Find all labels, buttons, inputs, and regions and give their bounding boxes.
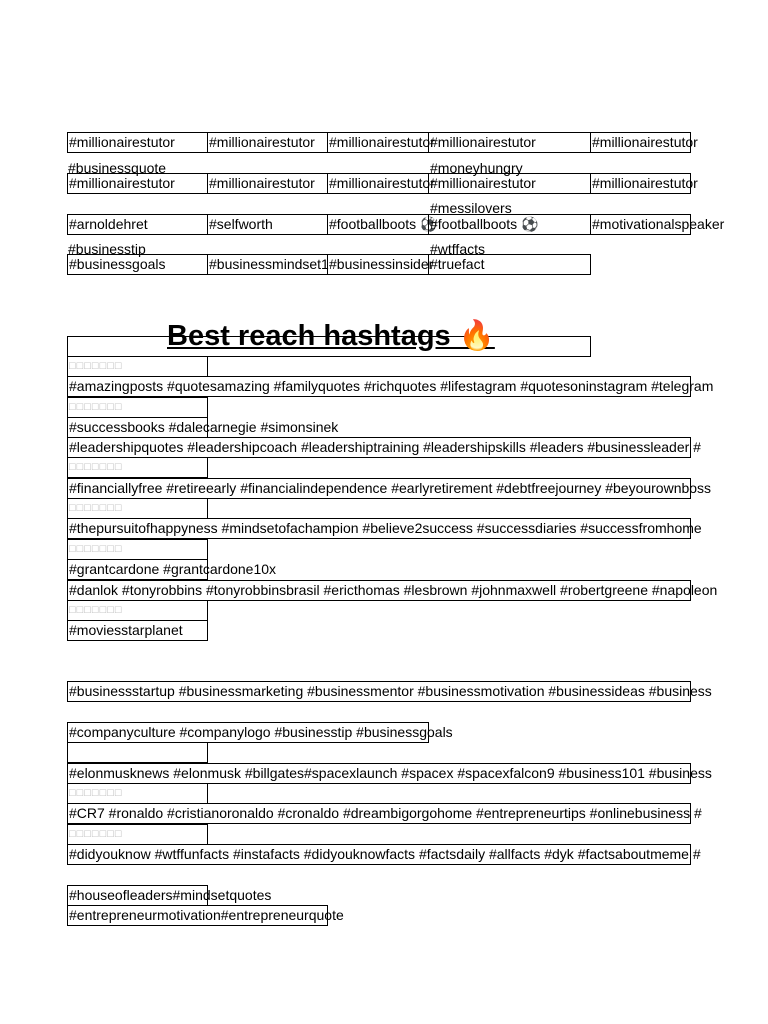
table-cell: #millionairestutor <box>207 173 328 194</box>
hashtag-row: #leadershipquotes #leadershipcoach #leadershiptraining #leadershipskills #leaders #businessleader # <box>67 437 691 458</box>
table-cell: #motivationalspeaker <box>590 214 691 235</box>
table-cell: #millionairestutor <box>67 132 208 153</box>
table-cell: #businessinsider <box>327 254 429 275</box>
overflow-text: #moneyhungry <box>430 160 523 176</box>
table-cell: #millionairestutor <box>428 173 591 194</box>
table-cell: #millionairestutor <box>590 132 691 153</box>
hashtag-row: #houseofleaders#mindsetquotes <box>67 885 208 906</box>
hashtag-row: #danlok #tonyrobbins #tonyrobbinsbrasil #ericthomas #lesbrown #johnmaxwell #robertgreene #napoleon <box>67 580 691 601</box>
placeholder-row: □□□□□□□ <box>67 356 208 377</box>
table-cell: #footballboots ⚽ <box>428 214 591 235</box>
overflow-text: #businesstip <box>68 241 146 257</box>
table-cell: #millionairestutor <box>327 173 429 194</box>
page-title: Best reach hashtags 🔥 <box>167 320 495 352</box>
placeholder-row: □□□□□□□ <box>67 824 208 845</box>
table-cell: #businessmindset1 <box>207 254 328 275</box>
hashtag-row: #amazingposts #quotesamazing #familyquotes #richquotes #lifestagram #quotesoninstagram #telegram <box>67 376 691 397</box>
table-cell: #selfworth <box>207 214 328 235</box>
hashtag-row: #successbooks #dalecarnegie #simonsinek <box>67 417 208 438</box>
hashtag-row: #financiallyfree #retireearly #financialindependence #earlyretirement #debtfreejourney #beyourownboss <box>67 478 691 499</box>
overflow-text: #messilovers <box>430 200 512 216</box>
table-cell: #millionairestutor <box>67 173 208 194</box>
hashtag-row: #thepursuitofhappyness #mindsetofachampion #believe2success #successdiaries #successfromhome <box>67 518 691 539</box>
overflow-text: #wtffacts <box>430 241 485 257</box>
placeholder-row: □□□□□□□ <box>67 783 208 804</box>
table-cell: #millionairestutor <box>590 173 691 194</box>
hashtag-row: #moviesstarplanet <box>67 620 208 641</box>
placeholder-row: □□□□□□□ <box>67 498 208 519</box>
placeholder-row: □□□□□□□ <box>67 539 208 560</box>
table-cell: #millionairestutor <box>207 132 328 153</box>
empty-row <box>67 742 208 763</box>
hashtag-row: #didyouknow #wtffunfacts #instafacts #didyouknowfacts #factsdaily #allfacts #dyk #factsaboutmeme # <box>67 844 691 865</box>
overflow-text: #businessquote <box>68 160 167 176</box>
table-cell: #truefact <box>428 254 591 275</box>
hashtag-row: #elonmusknews #elonmusk #billgates#spacexlaunch #spacex #spacexfalcon9 #business101 #business <box>67 763 691 784</box>
table-cell: #millionairestutor <box>327 132 429 153</box>
placeholder-row: □□□□□□□ <box>67 397 208 418</box>
hashtag-row: #CR7 #ronaldo #cristianoronaldo #cronaldo #dreambigorgohome #entrepreneurtips #onlinebusiness # <box>67 803 691 824</box>
placeholder-row: □□□□□□□ <box>67 457 208 478</box>
hashtag-row: #companyculture #companylogo #businesstip #businessgoals <box>67 722 429 743</box>
table-cell: #arnoldehret <box>67 214 208 235</box>
table-cell: #businessgoals <box>67 254 208 275</box>
table-cell: #millionairestutor <box>428 132 591 153</box>
table-cell: #footballboots ⚽ <box>327 214 429 235</box>
hashtag-row: #businessstartup #businessmarketing #businessmentor #businessmotivation #businessideas #business <box>67 681 691 702</box>
hashtag-row: #grantcardone #grantcardone10x <box>67 559 208 580</box>
placeholder-row: □□□□□□□ <box>67 600 208 621</box>
hashtag-row: #entrepreneurmotivation#entrepreneurquote <box>67 905 328 926</box>
